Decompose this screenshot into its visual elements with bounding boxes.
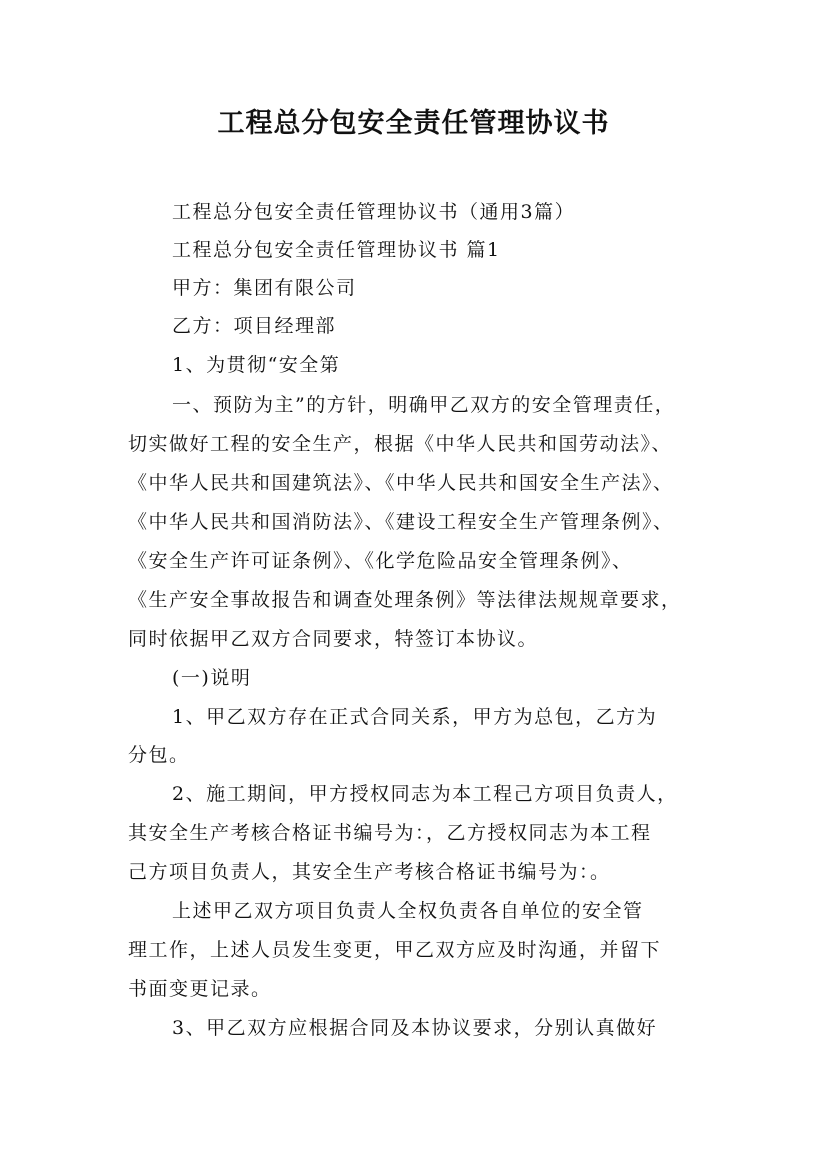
paragraph-line: 上述甲乙双方项目负责人全权负责各自单位的安全管 bbox=[172, 900, 644, 922]
paragraph-line: 己方项目负责人，其安全生产考核合格证书编号为：。 bbox=[128, 861, 611, 883]
paragraph-line: 3、甲乙双方应根据合同及本协议要求，分别认真做好 bbox=[172, 1017, 658, 1039]
paragraph-line: 一、预防为主”的方针，明确甲乙双方的安全管理责任， bbox=[172, 394, 676, 416]
paragraph-line: 书面变更记录。 bbox=[128, 978, 272, 1000]
paragraph-line: 2、施工期间，甲方授权同志为本工程己方项目负责人， bbox=[172, 783, 678, 805]
paragraph-line: 同时依据甲乙双方合同要求，特签订本协议。 bbox=[128, 628, 539, 650]
paragraph-line: 工程总分包安全责任管理协议书（通用3篇） bbox=[172, 201, 576, 223]
paragraph-line: 其安全生产考核合格证书编号为：，乙方授权同志为本工程 bbox=[128, 822, 652, 844]
paragraph-line: 乙方：项目经理部 bbox=[172, 315, 337, 337]
paragraph-line: (一)说明 bbox=[172, 667, 252, 689]
paragraph-line: 切实做好工程的安全生产，根据《中华人民共和国劳动法》、 bbox=[128, 433, 673, 455]
paragraph-line: 甲方：集团有限公司 bbox=[172, 277, 357, 299]
paragraph-line: 《安全生产许可证条例》、《化学危险品安全管理条例》、 bbox=[128, 550, 633, 572]
paragraph-line: 1、为贯彻“安全第 bbox=[172, 354, 341, 376]
document-title: 工程总分包安全责任管理协议书 bbox=[217, 108, 610, 139]
paragraph-line: 《中华人民共和国消防法》、《建设工程安全生产管理条例》、 bbox=[128, 511, 674, 533]
paragraph-line: 理工作，上述人员发生变更，甲乙双方应及时沟通，并留下 bbox=[128, 939, 662, 961]
paragraph-line: 《生产安全事故报告和调查处理条例》等法律法规规章要求， bbox=[128, 589, 682, 611]
paragraph-line: 工程总分包安全责任管理协议书 篇1 bbox=[172, 239, 501, 261]
paragraph-line: 1、甲乙双方存在正式合同关系，甲方为总包，乙方为 bbox=[172, 706, 658, 728]
paragraph-line: 分包。 bbox=[128, 744, 190, 766]
paragraph-line: 《中华人民共和国建筑法》、《中华人民共和国安全生产法》、 bbox=[128, 472, 674, 494]
